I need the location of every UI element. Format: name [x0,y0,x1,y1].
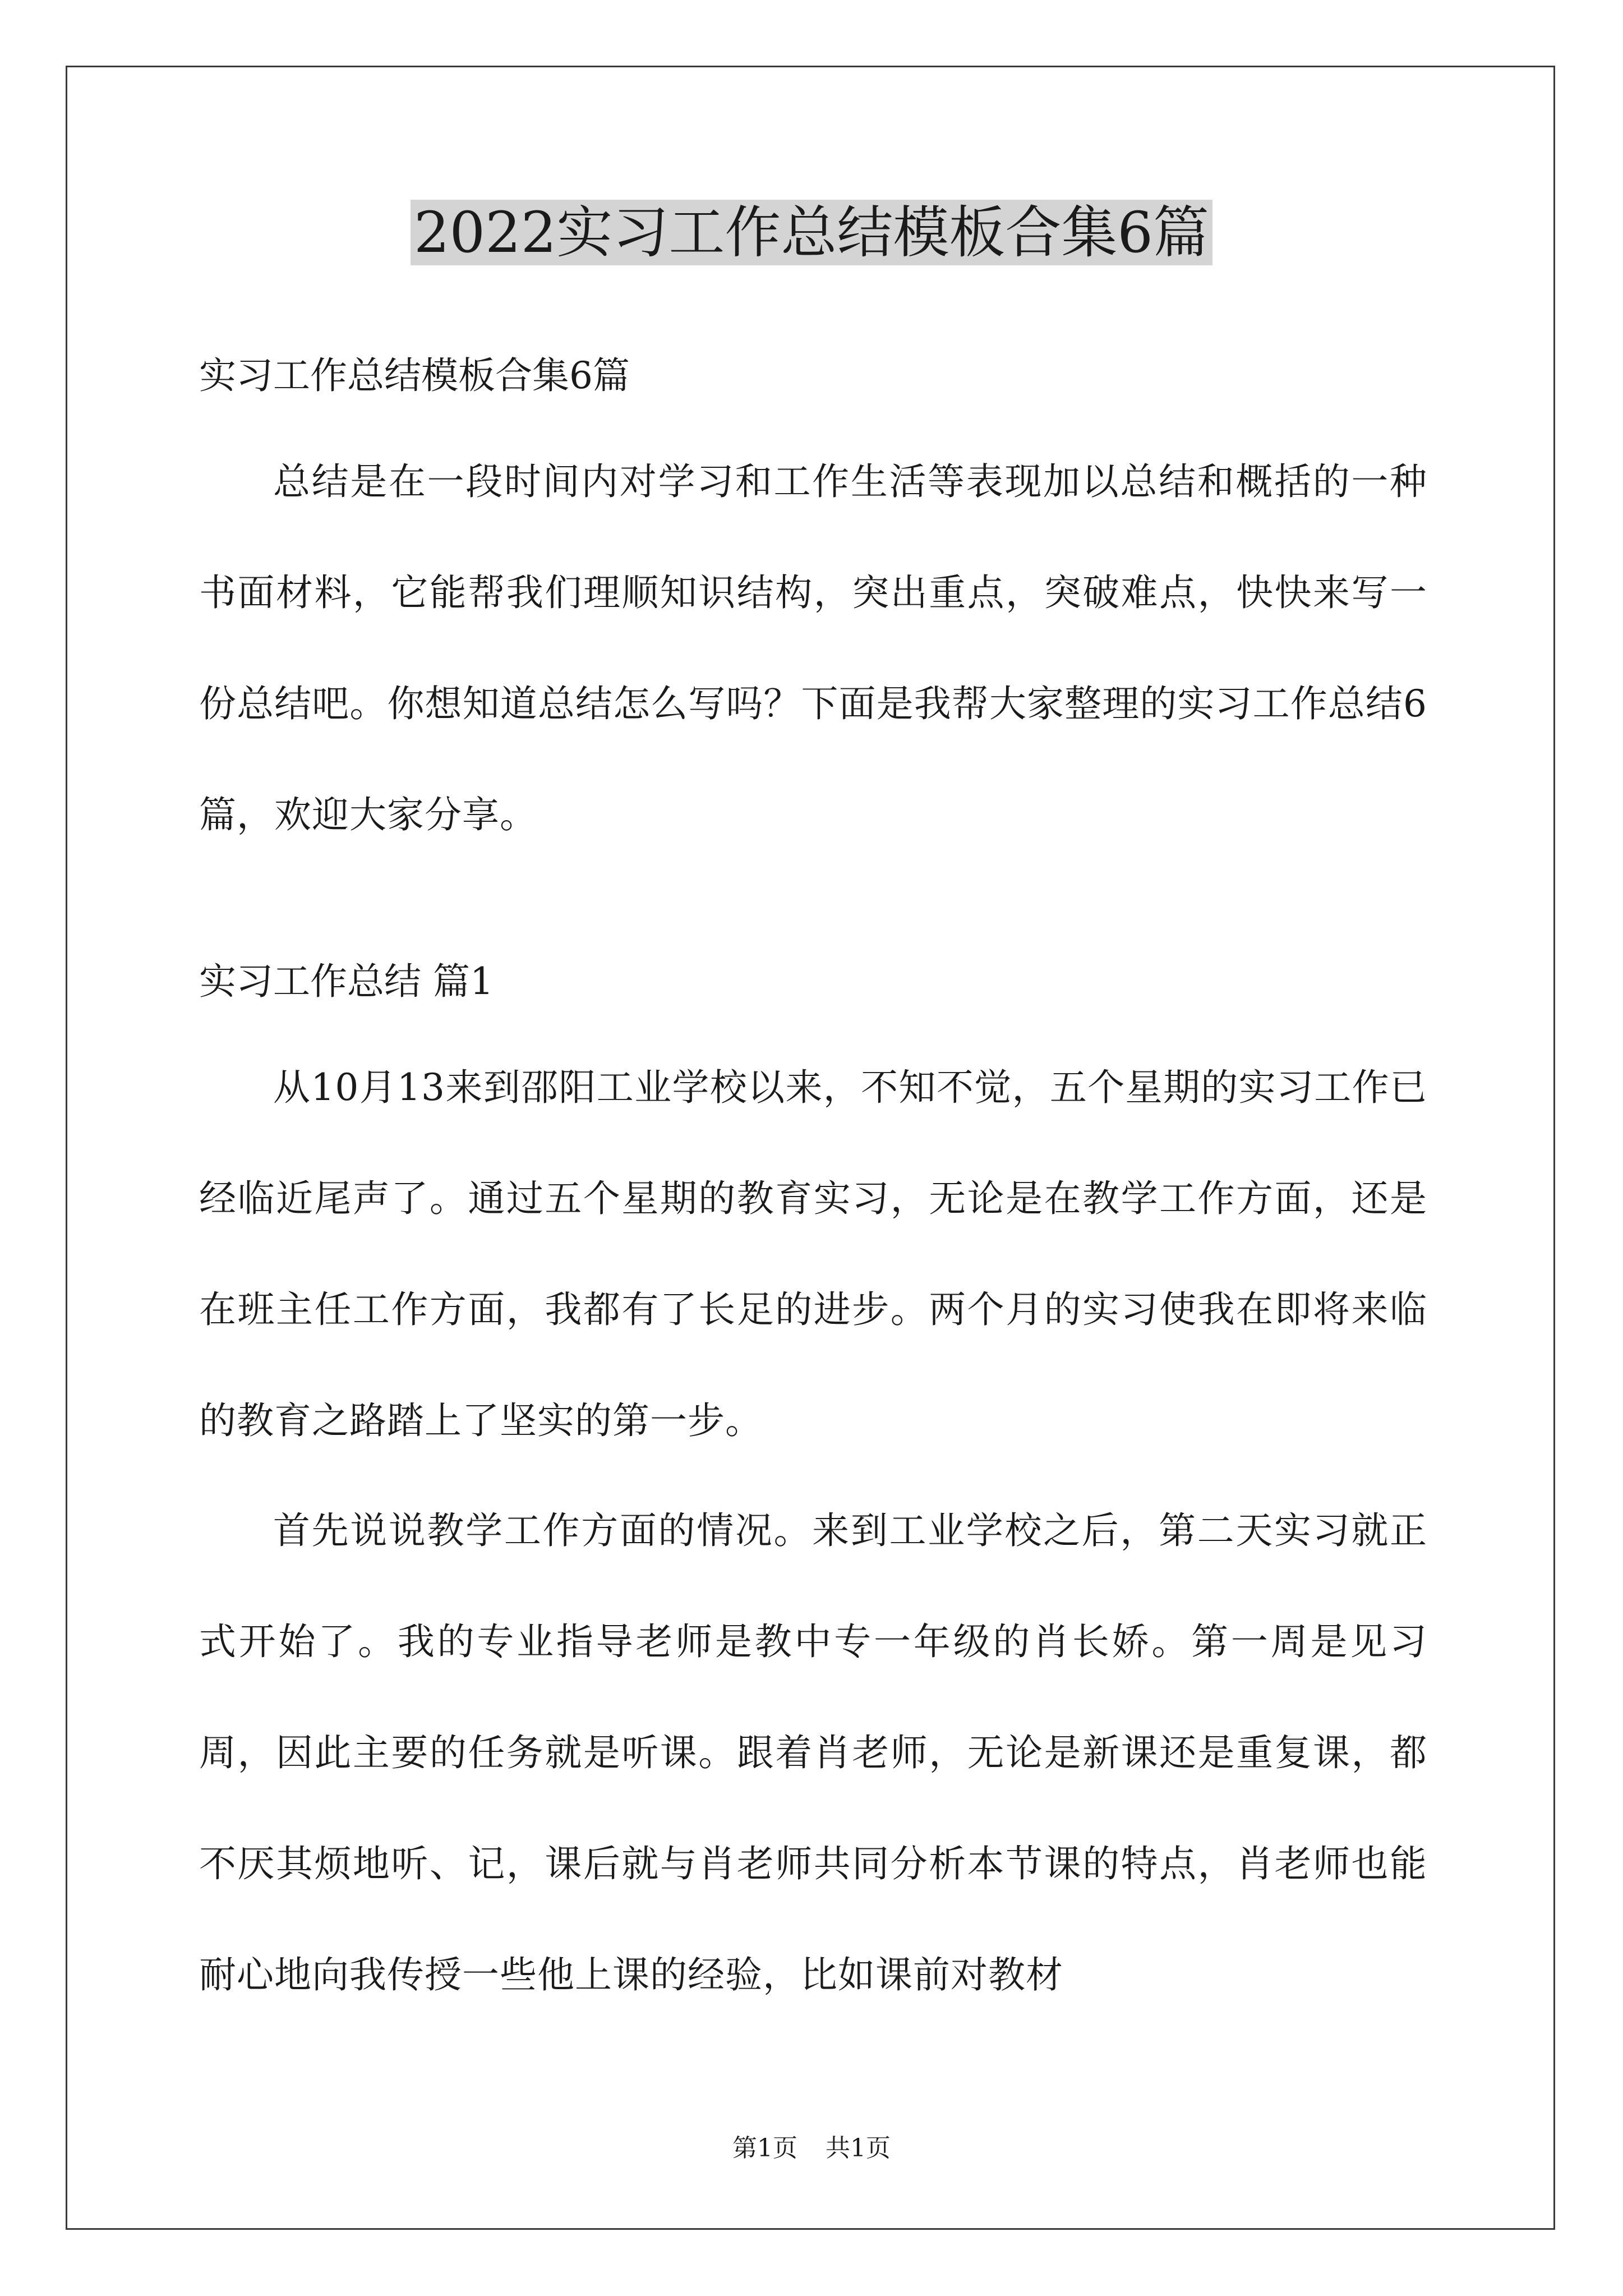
body-paragraph: 首先说说教学工作方面的情况。来到工业学校之后，第二天实习就正式开始了。我的专业指导老师是教中专一年级的肖长娇。第一周是见习周，因此主要的任务就是听课。跟着肖老师，无论是新课还是重复课，都不厌其烦地听、记，课后就与肖老师共同分析本节课的特点，肖老师也能耐心地向我传授一些他上课的经验，比如课前对教材 [199,1509,1427,1996]
intro-paragraph: 总结是在一段时间内对学习和工作生活等表现加以总结和概括的一种书面材料，它能帮我们理顺知识结构，突出重点，突破难点，快快来写一份总结吧。你想知道总结怎么写吗？下面是我帮大家整理的实习工作总结6篇，欢迎大家分享。 [199,460,1427,836]
page-footer [0,2132,1623,2165]
section-heading: 实习工作总结 篇1 [199,960,494,1003]
document-title [0,196,1623,269]
page-total: 共1页 [826,2134,891,2162]
document-subtitle: 实习工作总结模板合集6篇 [199,354,630,397]
document-title-text: 2022实习工作总结模板合集6篇 [411,200,1212,265]
page-number: 第1页 [732,2134,797,2162]
body-paragraph: 从10月13来到邵阳工业学校以来，不知不觉，五个星期的实习工作已经临近尾声了。通过五个星期的教育实习，无论是在教学工作方面，还是在班主任工作方面，我都有了长足的进步。两个月的实习使我在即将来临的教育之路踏上了坚实的第一步。 [199,1066,1427,1442]
